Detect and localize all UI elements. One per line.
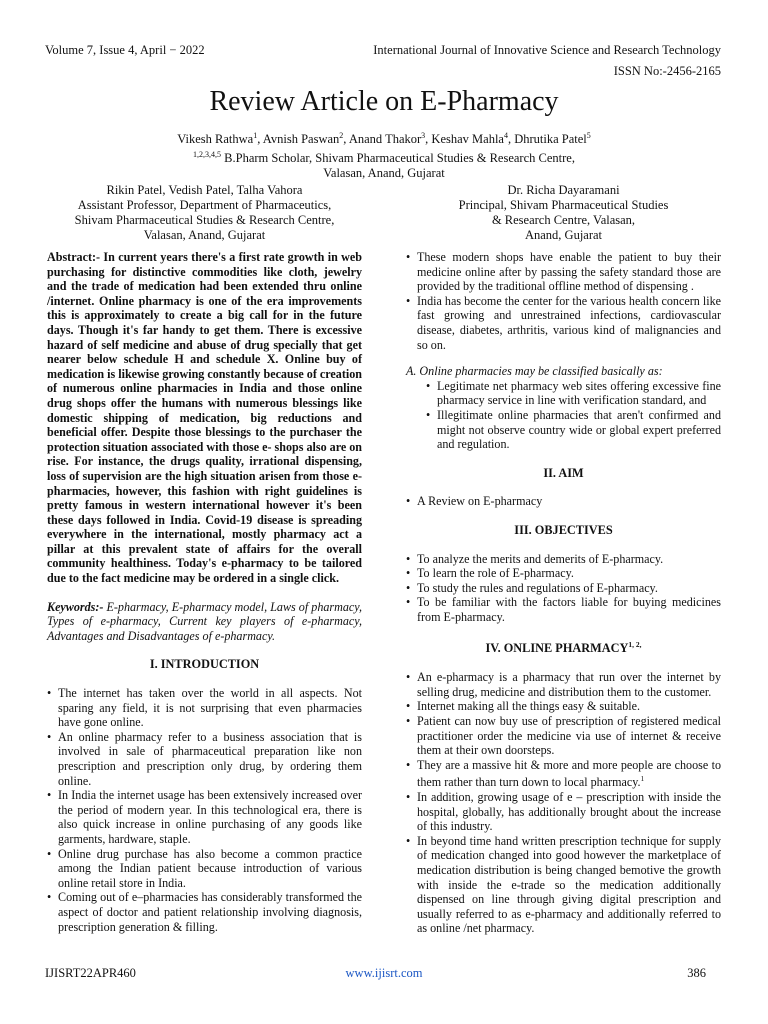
affiliation-right-line: & Research Centre, Valasan, bbox=[491, 213, 636, 227]
keywords-label: Keywords:- bbox=[47, 599, 104, 614]
list-item: • India has become the center for the various health concern like fast growing and unrestrained infections, cardiovascular disease, diabetes, arthritis, various kind of malignancies and so on. bbox=[406, 294, 721, 352]
affiliation-left-line: Assistant Professor, Department of Pharmaceutics, bbox=[77, 198, 332, 212]
author-sup: 3 bbox=[421, 131, 426, 140]
list-item-text: They are a massive hit & more and more people are choose to them rather than turn down to local pharmacy. bbox=[417, 757, 721, 790]
introduction-list bbox=[47, 686, 362, 934]
aim-list bbox=[406, 494, 721, 509]
list-item: • In India the internet usage has been extensively increased over the period of modern year. In this technological era, there is also quick increase in online purchasing of any goods like garments, hardware, staple. bbox=[47, 788, 362, 846]
author-sup: 4 bbox=[503, 131, 508, 140]
affiliation-right-line: Anand, Gujarat bbox=[524, 228, 603, 242]
online-pharmacy-list bbox=[406, 670, 721, 936]
list-item: • Coming out of e–pharmacies has considerably transformed the aspect of doctor and patient relationship involving diagnosis, prescription generation & filling. bbox=[47, 890, 362, 934]
section-heading-text: IV. ONLINE PHARMACY bbox=[485, 641, 629, 656]
affiliation-left-line: Rikin Patel, Vedish Patel, Talha Vahora bbox=[106, 183, 303, 197]
list-item: • To analyze the merits and demerits of E-pharmacy. bbox=[406, 552, 721, 567]
paper-code: IJISRT22APR460 bbox=[45, 966, 136, 980]
list-item: • In beyond time hand written prescription technique for supply of medication changed into good however the marketplace of medication distribution is being changed bemotive the growth with inside the e-trade so the medication additionally dispensed on line through giving digital prescription and usually referred to as e-pharmacy and additionally referred to as online /net pharmacy. bbox=[406, 834, 721, 936]
heading-citation: 1, 2, bbox=[628, 640, 642, 650]
list-item: • Illegitimate online pharmacies that aren't confirmed and might not observe country wide or global expert preferred and regulation. bbox=[426, 408, 721, 452]
section-heading-objectives: III. OBJECTIVES bbox=[514, 522, 613, 537]
citation-sup: 1 bbox=[640, 774, 645, 784]
list-item bbox=[406, 758, 721, 790]
right-column bbox=[406, 250, 721, 936]
volume-issue: Volume 7, Issue 4, April − 2022 bbox=[45, 43, 205, 57]
list-item: • Patient can now buy use of prescription of registered medical practitioner order the medicine via use of internet & receive them at their own doorsteps. bbox=[406, 714, 721, 758]
objectives-list bbox=[406, 552, 721, 625]
affiliation-sup: 1,2,3,4,5 bbox=[193, 150, 222, 160]
journal-name: International Journal of Innovative Science and Research Technology bbox=[373, 43, 721, 57]
author-name: Vikesh Rathwa bbox=[177, 132, 254, 147]
author-name: Keshav Mahla bbox=[431, 132, 504, 147]
list-item: • Internet making all the things easy & suitable. bbox=[406, 699, 721, 714]
page-number: 386 bbox=[687, 966, 706, 980]
section-heading-introduction: I. INTRODUCTION bbox=[149, 657, 260, 672]
author-name: Anand Thakor bbox=[348, 132, 422, 147]
section-heading-aim: II. AIM bbox=[543, 465, 584, 480]
list-item: • Online drug purchase has also become a common practice among the Indian patient because introduction of various online retail store in India. bbox=[47, 847, 362, 891]
affiliation-right-line: Dr. Richa Dayaramani bbox=[507, 183, 620, 197]
affiliation-right-line: Principal, Shivam Pharmaceutical Studies bbox=[458, 198, 669, 212]
author-sup: 2 bbox=[339, 131, 344, 140]
list-item: • A Review on E-pharmacy bbox=[406, 494, 721, 509]
keywords bbox=[47, 600, 362, 644]
classification-heading: A. Online pharmacies may be classified basically as: bbox=[406, 364, 663, 379]
author-line: Vikesh Rathwa$^1$, Avnish Paswan$^2$, Anand Thakor$^3$, Keshav Mahla$^4$, Dhrutika Patel$^5$ bbox=[177, 131, 591, 147]
list-item: • To be familiar with the factors liable for buying medicines from E-pharmacy. bbox=[406, 595, 721, 624]
list-item: • An online pharmacy refer to a business association that is involved in sale of pharmaceutical preparation like non prescription and prescription only drug, by ordering them online. bbox=[47, 730, 362, 788]
author-name: Avnish Paswan bbox=[262, 132, 340, 147]
author-affiliation bbox=[0, 147, 768, 166]
list-item: • The internet has taken over the world in all aspects. Not sparing any field, it is not surprising that even pharmacies have gone online. bbox=[47, 686, 362, 730]
left-column bbox=[47, 250, 362, 934]
list-item: • Legitimate net pharmacy web sites offering excessive fine pharmacy service in line with verification standard, and bbox=[426, 379, 721, 408]
affiliation-left-line: Shivam Pharmaceutical Studies & Research Centre, bbox=[74, 213, 335, 227]
affiliation-left bbox=[47, 183, 362, 243]
author-sup: 5 bbox=[586, 131, 591, 140]
journal-website-link[interactable]: www.ijisrt.com bbox=[345, 966, 423, 980]
affiliation-left-line: Valasan, Anand, Gujarat bbox=[143, 228, 266, 242]
keywords-text: E-pharmacy, E-pharmacy model, Laws of pharmacy, Types of e-pharmacy, Current key players of e-pharmacy, Advantages and Disadvantages of e-pharmacy. bbox=[47, 599, 362, 643]
list-item: • In addition, growing usage of e – prescription with inside the hospital, globally, has additionally brought about the increase of this industry. bbox=[406, 790, 721, 834]
list-item: • An e-pharmacy is a pharmacy that run over the internet by selling drug, medicine and distribution them to the customer. bbox=[406, 670, 721, 699]
author-affiliation-city: Valasan, Anand, Gujarat bbox=[323, 166, 445, 181]
issn: ISSN No:-2456-2165 bbox=[613, 64, 721, 78]
affiliation-line: B.Pharm Scholar, Shivam Pharmaceutical Studies & Research Centre, bbox=[221, 151, 575, 166]
list-item: • To study the rules and regulations of E-pharmacy. bbox=[406, 581, 721, 596]
author-name: Dhrutika Patel bbox=[514, 132, 587, 147]
affiliation-right bbox=[406, 183, 721, 243]
author-sup: 1 bbox=[253, 131, 258, 140]
list-item: • To learn the role of E-pharmacy. bbox=[406, 566, 721, 581]
abstract: Abstract:- In current years there's a first rate growth in web purchasing for distinctive commodities like cloth, jewelry and the trade of medication had been extended thru online /internet. Online pharmacy is one of the era improvements this is approximately to create a big call for in the future days. Though it's far handy to get them. There is excessive hazard of self medicine and abuse of drug specially that get nearer below schedule H and schedule X. Online buy of medication is likewise growing constantly because of creation of numerous online pharmacies in India and those online drug shops offer the humans with numerous blessings like domestic shipping of medication, big reductions and beneficial offer. Despite those blessings to the purchaser the protection situation associated with those e- shops also are on rise. For instance, the drugs quality, irrational dispensing, loss of supervision are the high situation arisen from those e-pharmacies, however, this fashion with right guidelines is pretty famous in western international however it's been these days followed in India. Covid-19 disease is spreading everywhere in the international, mostly pharmacy act a pillar at this prevalent state of affairs for the overall community healthiness. Today's e-pharmacy to be tailored due to the fact medicine may be ordered in a single click. bbox=[47, 250, 363, 586]
paper-title: Review Article on E-Pharmacy bbox=[209, 86, 559, 117]
classification-list bbox=[426, 379, 721, 452]
author-block bbox=[0, 128, 768, 181]
introduction-list-continued bbox=[406, 250, 721, 352]
section-heading-online-pharmacy bbox=[406, 638, 721, 656]
list-item: • These modern shops have enable the patient to buy their medicine online after by passing the safety standard those are provided by the traditional offline method of dispensing . bbox=[406, 250, 721, 294]
